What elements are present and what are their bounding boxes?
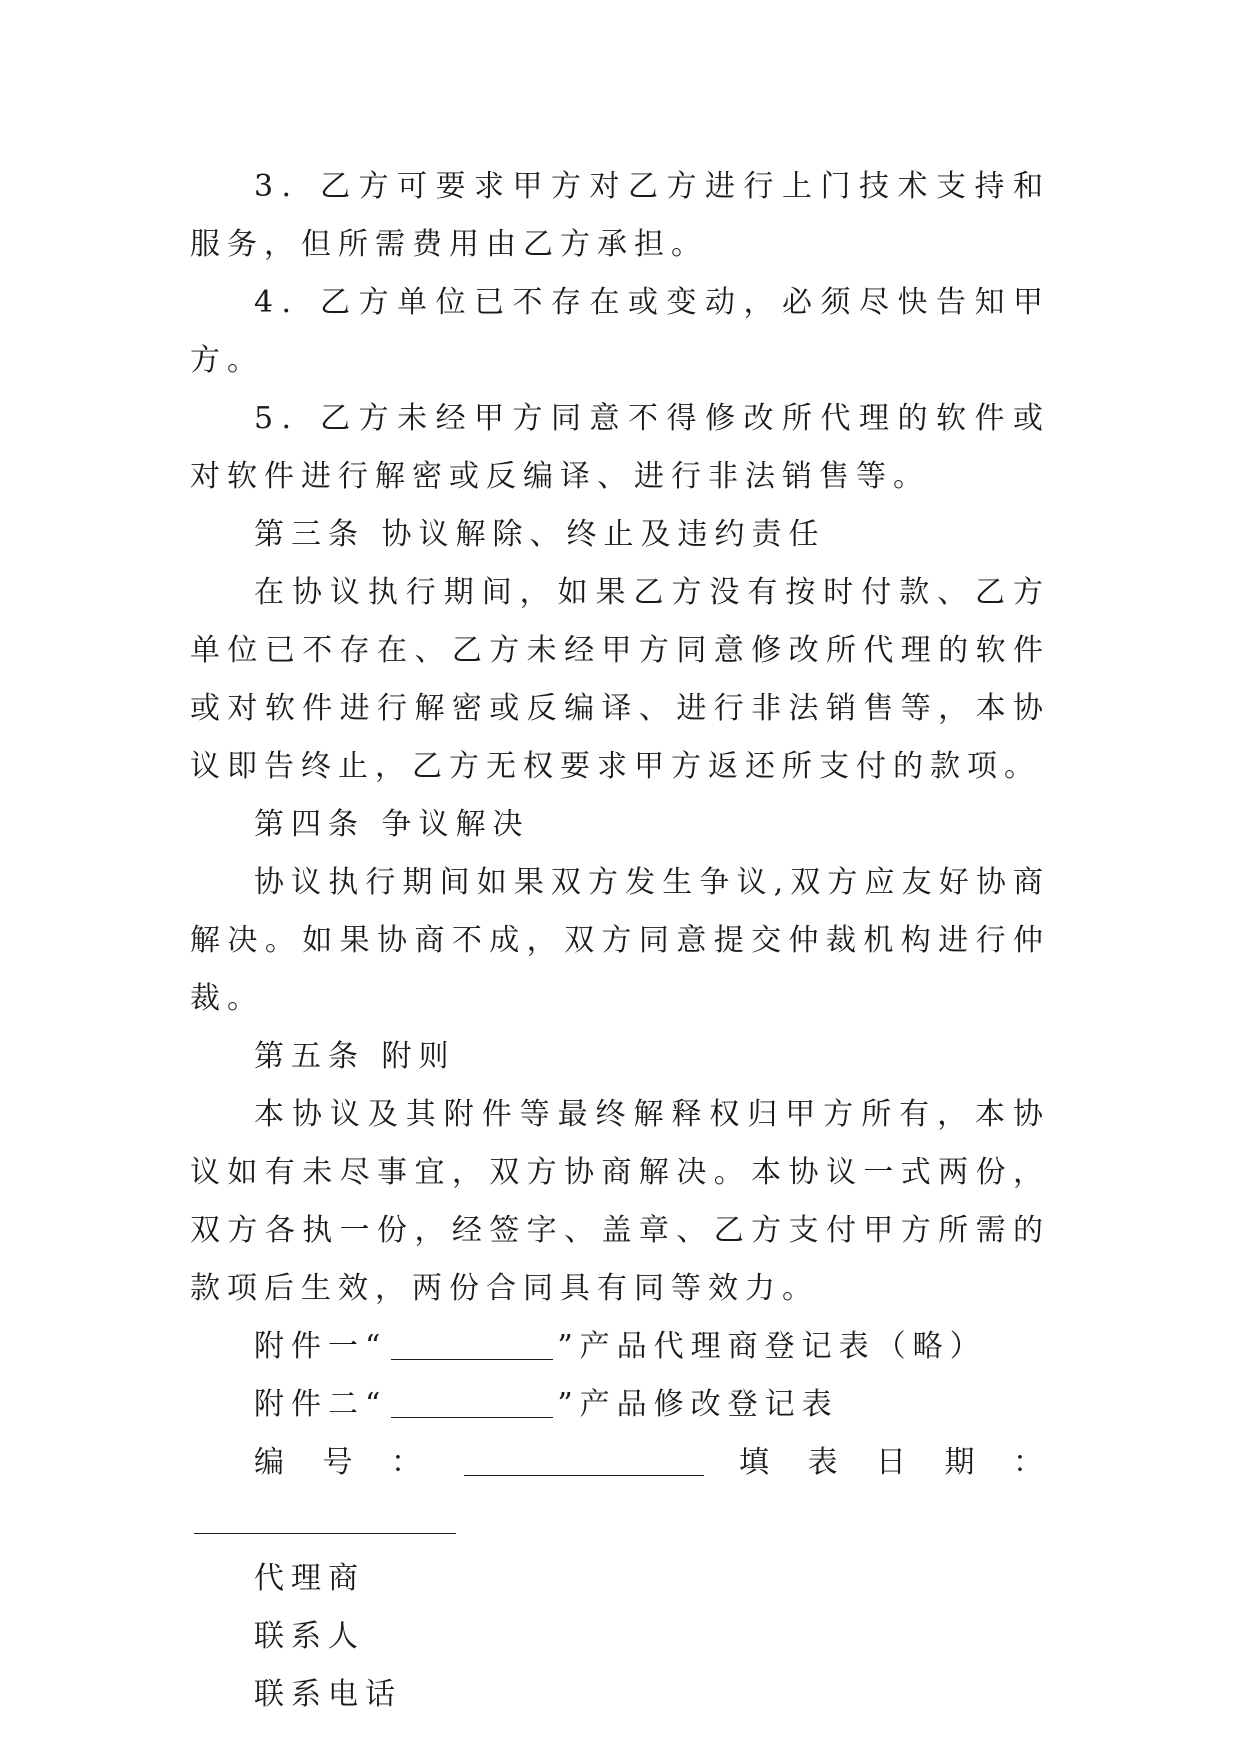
- article-4-heading: 第四条 争议解决: [254, 807, 530, 842]
- document-body: [190, 158, 1050, 1724]
- form-date-label: 填表日期：: [707, 1445, 1050, 1480]
- clause-item-4: 4．乙方单位已不存在或变动，必须尽快告知甲方。: [190, 285, 1050, 378]
- form-number-label: 编号：: [254, 1445, 460, 1480]
- attachment-2-line: [190, 1376, 1050, 1434]
- form-number-date-line: [190, 1434, 1050, 1550]
- attachment-2-blank: [391, 1387, 553, 1418]
- form-agent-label: 代理商: [254, 1561, 365, 1596]
- article-4-body: 协议执行期间如果双方发生争议,双方应友好协商解决。如果协商不成，双方同意提交仲裁机构进行仲裁。: [190, 865, 1050, 1016]
- article-3-body: 在协议执行期间，如果乙方没有按时付款、乙方单位已不存在、乙方未经甲方同意修改所代理的软件或对软件进行解密或反编译、进行非法销售等，本协议即告终止，乙方无权要求甲方返还所支付的款项。: [190, 575, 1050, 784]
- article-5-heading: 第五条 附则: [254, 1039, 456, 1074]
- form-date-blank: [194, 1503, 456, 1534]
- attachment-2-prefix: 附件二“: [254, 1387, 388, 1422]
- attachment-2-suffix: ”产品修改登记表: [557, 1387, 839, 1422]
- clause-item-3: 3．乙方可要求甲方对乙方进行上门技术支持和服务，但所需费用由乙方承担。: [190, 169, 1050, 262]
- attachment-1-suffix: ”产品代理商登记表（略）: [557, 1329, 987, 1364]
- attachment-1-line: [190, 1318, 1050, 1376]
- form-phone-label: 联系电话: [254, 1677, 402, 1712]
- article-5-body: 本协议及其附件等最终解释权归甲方所有，本协议如有未尽事宜，双方协商解决。本协议一式两份，双方各执一份，经签字、盖章、乙方支付甲方所需的款项后生效，两份合同具有同等效力。: [190, 1097, 1050, 1306]
- attachment-1-prefix: 附件一“: [254, 1329, 388, 1364]
- clause-item-5: 5．乙方未经甲方同意不得修改所代理的软件或对软件进行解密或反编译、进行非法销售等。: [190, 401, 1050, 494]
- article-3-heading: 第三条 协议解除、终止及违约责任: [254, 517, 826, 552]
- form-number-blank: [464, 1445, 704, 1476]
- form-contact-label: 联系人: [254, 1619, 365, 1654]
- attachment-1-blank: [391, 1329, 553, 1360]
